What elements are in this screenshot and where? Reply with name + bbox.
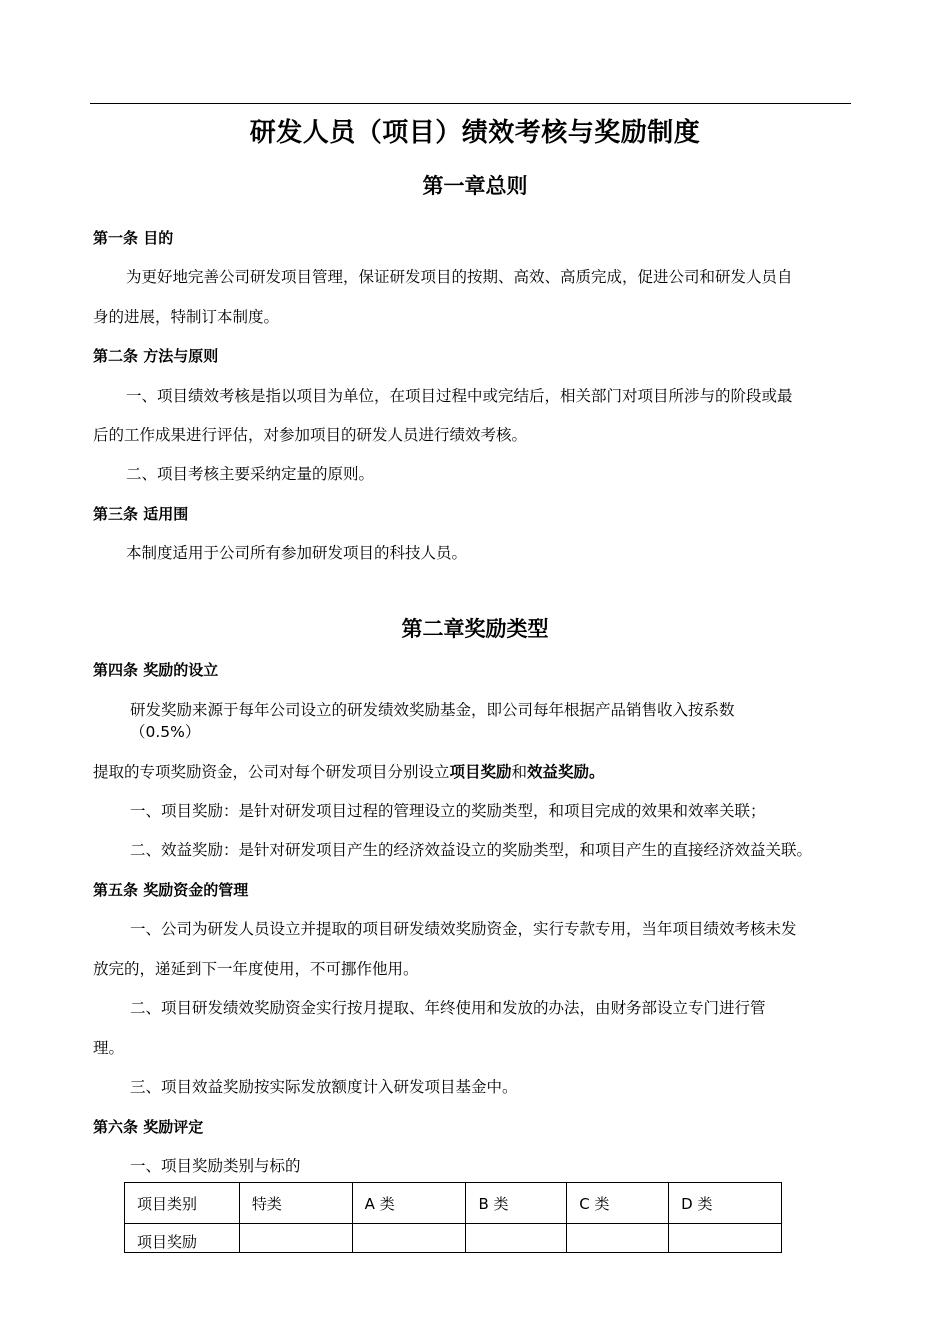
article-2-paragraph-2: 二、项目考核主要采纳定量的原则。 <box>126 465 375 483</box>
article-6-paragraph-1: 一、项目奖励类别与标的 <box>130 1157 301 1175</box>
article-4-paragraph-2-and: 和 <box>511 763 528 781</box>
table-cell <box>669 1224 782 1253</box>
article-1-paragraph-line-2: 身的进展，特制订本制度。 <box>93 308 280 326</box>
article-1-heading: 第一条 目的 <box>93 229 174 247</box>
table-header-cell: D 类 <box>669 1183 782 1224</box>
article-4-paragraph-2-text: 提取的专项奖励资金，公司对每个研发项目分别设立 <box>93 763 450 781</box>
table-cell: 项目奖励 <box>125 1224 240 1253</box>
article-5-paragraph-1-line-2: 放完的，递延到下一年度使用，不可挪作他用。 <box>93 960 419 978</box>
project-award-term: 项目奖励 <box>449 763 512 781</box>
article-2-paragraph-1-line-2: 后的工作成果进行评估，对参加项目的研发人员进行绩效考核。 <box>93 426 528 444</box>
article-4-paragraph-1-line-2: （0.5%） <box>130 723 201 741</box>
table-cell <box>239 1224 352 1253</box>
article-3-heading: 第三条 适用围 <box>93 505 189 523</box>
table-cell <box>466 1224 567 1253</box>
article-1-paragraph-line-1: 为更好地完善公司研发项目管理，保证研发项目的按期、高效、高质完成，促进公司和研发人员自 <box>126 268 793 286</box>
table-header-cell: C 类 <box>567 1183 669 1224</box>
table-cell <box>567 1224 669 1253</box>
table-header-row <box>125 1183 782 1224</box>
header-rule <box>90 103 851 104</box>
article-4-paragraph-1-line-1: 研发奖励来源于每年公司设立的研发绩效奖励基金，即公司每年根据产品销售收入按系数 <box>130 701 735 719</box>
table-header-cell: 特类 <box>239 1183 352 1224</box>
table-header-cell: B 类 <box>466 1183 567 1224</box>
article-4-paragraph-3: 一、项目奖励：是针对研发项目过程的管理设立的奖励类型，和项目完成的效果和效率关联； <box>130 802 766 820</box>
article-4-paragraph-2 <box>93 761 605 783</box>
article-2-heading: 第二条 方法与原则 <box>93 347 219 365</box>
table-header-cell: 项目类别 <box>125 1183 240 1224</box>
chapter-1-heading: 第一章总则 <box>422 174 528 198</box>
table-header-cell: A 类 <box>352 1183 466 1224</box>
benefit-award-term: 效益奖励。 <box>527 763 605 781</box>
article-6-heading: 第六条 奖励评定 <box>93 1118 204 1136</box>
table-row <box>125 1224 782 1253</box>
chapter-2-heading: 第二章奖励类型 <box>401 617 549 641</box>
article-5-paragraph-3: 三、项目效益奖励按实际发放额度计入研发项目基金中。 <box>130 1078 518 1096</box>
article-5-paragraph-2-line-2: 理。 <box>93 1039 125 1057</box>
article-2-paragraph-1-line-1: 一、项目绩效考核是指以项目为单位，在项目过程中或完结后，相关部门对项目所涉与的阶段或最 <box>126 387 793 405</box>
article-5-paragraph-1-line-1: 一、公司为研发人员设立并提取的项目研发绩效奖励资金，实行专款专用，当年项目绩效考核未发 <box>130 920 797 938</box>
article-3-paragraph: 本制度适用于公司所有参加研发项目的科技人员。 <box>126 544 468 562</box>
article-5-heading: 第五条 奖励资金的管理 <box>93 881 249 899</box>
article-4-paragraph-4: 二、效益奖励：是针对研发项目产生的经济效益设立的奖励类型，和项目产生的直接经济效益关联。 <box>130 841 813 859</box>
award-category-table <box>124 1182 782 1253</box>
document-title: 研发人员（项目）绩效考核与奖励制度 <box>249 118 701 148</box>
article-5-paragraph-2-line-1: 二、项目研发绩效奖励资金实行按月提取、年终使用和发放的办法，由财务部设立专门进行管 <box>130 999 766 1017</box>
table-cell <box>352 1224 466 1253</box>
article-4-heading: 第四条 奖励的设立 <box>93 661 219 679</box>
